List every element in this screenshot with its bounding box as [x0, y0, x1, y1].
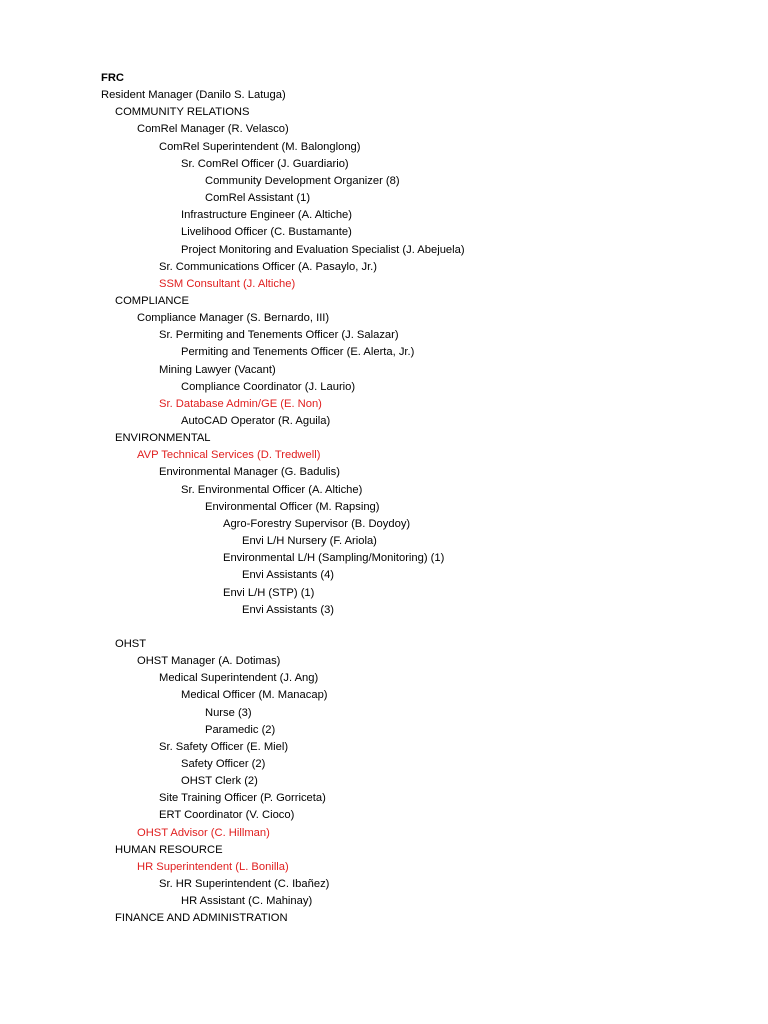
- org-list-line: Compliance Coordinator (J. Laurio): [181, 380, 356, 393]
- org-list-line: AVP Technical Services (D. Tredwell): [137, 449, 321, 462]
- org-list-line: HR Assistant (C. Mahinay): [181, 895, 313, 908]
- org-list-line: OHST: [115, 637, 147, 650]
- org-list-line: ComRel Assistant (1): [205, 192, 311, 205]
- org-list-line: Sr. Safety Officer (E. Miel): [159, 740, 289, 753]
- org-list-line: Medical Officer (M. Manacap): [181, 689, 328, 702]
- org-list-line: ERT Coordinator (V. Cioco): [159, 809, 295, 822]
- org-list-line: Infrastructure Engineer (A. Altiche): [181, 209, 352, 222]
- org-list-line: Sr. Communications Officer (A. Pasaylo, Jr.): [159, 260, 378, 273]
- org-list-line: Medical Superintendent (J. Ang): [159, 672, 319, 685]
- org-list-line: Sr. ComRel Officer (J. Guardiario): [181, 157, 349, 170]
- org-list-line: ComRel Manager (R. Velasco): [137, 123, 289, 136]
- org-list-line: COMPLIANCE: [115, 294, 189, 307]
- org-list-line: Nurse (3): [205, 706, 252, 719]
- org-list-line: Community Development Organizer (8): [205, 174, 400, 187]
- org-list-line: Sr. Permiting and Tenements Officer (J. Salazar): [159, 329, 399, 342]
- org-list-line: ENVIRONMENTAL: [115, 432, 211, 445]
- org-list-line: Project Monitoring and Evaluation Specialist (J. Abejuela): [181, 243, 465, 256]
- org-list-line: ComRel Superintendent (M. Balonglong): [159, 140, 361, 153]
- org-list-line: Environmental Officer (M. Rapsing): [205, 500, 380, 513]
- org-list-line: Sr. Environmental Officer (A. Altiche): [181, 483, 363, 496]
- org-list-line: FRC: [101, 72, 124, 84]
- org-list-line: Environmental Manager (G. Badulis): [159, 466, 340, 479]
- org-list-line: SSM Consultant (J. Altiche): [159, 277, 296, 290]
- org-list-line: Envi Assistants (4): [242, 569, 335, 582]
- org-list-line: Mining Lawyer (Vacant): [159, 363, 276, 376]
- org-list-line: HUMAN RESOURCE: [115, 843, 223, 856]
- org-list-line: COMMUNITY RELATIONS: [115, 106, 250, 119]
- org-list-line: AutoCAD Operator (R. Aguila): [181, 415, 331, 427]
- org-list-line: Resident Manager (Danilo S. Latuga): [101, 89, 286, 102]
- org-list-line: Envi L/H (STP) (1): [223, 586, 315, 599]
- org-list-line: FINANCE AND ADMINISTRATION: [115, 912, 288, 925]
- org-list-line: Site Training Officer (P. Gorriceta): [159, 792, 326, 805]
- org-list-line: Compliance Manager (S. Bernardo, III): [137, 312, 330, 325]
- org-list-line: Safety Officer (2): [181, 758, 266, 770]
- org-list-line: Envi Assistants (3): [242, 603, 335, 616]
- org-list-line: Agro-Forestry Supervisor (B. Doydoy): [223, 517, 411, 530]
- org-list-line: Permiting and Tenements Officer (E. Alerta, Jr.): [181, 346, 415, 359]
- org-list-line: OHST Advisor (C. Hillman): [137, 826, 270, 839]
- org-list-line: Paramedic (2): [205, 723, 276, 736]
- org-list-line: OHST Manager (A. Dotimas): [137, 655, 281, 668]
- org-list-line: Sr. Database Admin/GE (E. Non): [159, 397, 322, 410]
- org-list-line: Livelihood Officer (C. Bustamante): [181, 226, 352, 239]
- org-list-line: HR Superintendent (L. Bonilla): [137, 860, 289, 873]
- org-list-line: OHST Clerk (2): [181, 775, 258, 788]
- org-list-line: Envi L/H Nursery (F. Ariola): [242, 535, 377, 548]
- org-list-line: Sr. HR Superintendent (C. Ibañez): [159, 878, 330, 891]
- org-list-line: Environmental L/H (Sampling/Monitoring) (1): [223, 552, 445, 565]
